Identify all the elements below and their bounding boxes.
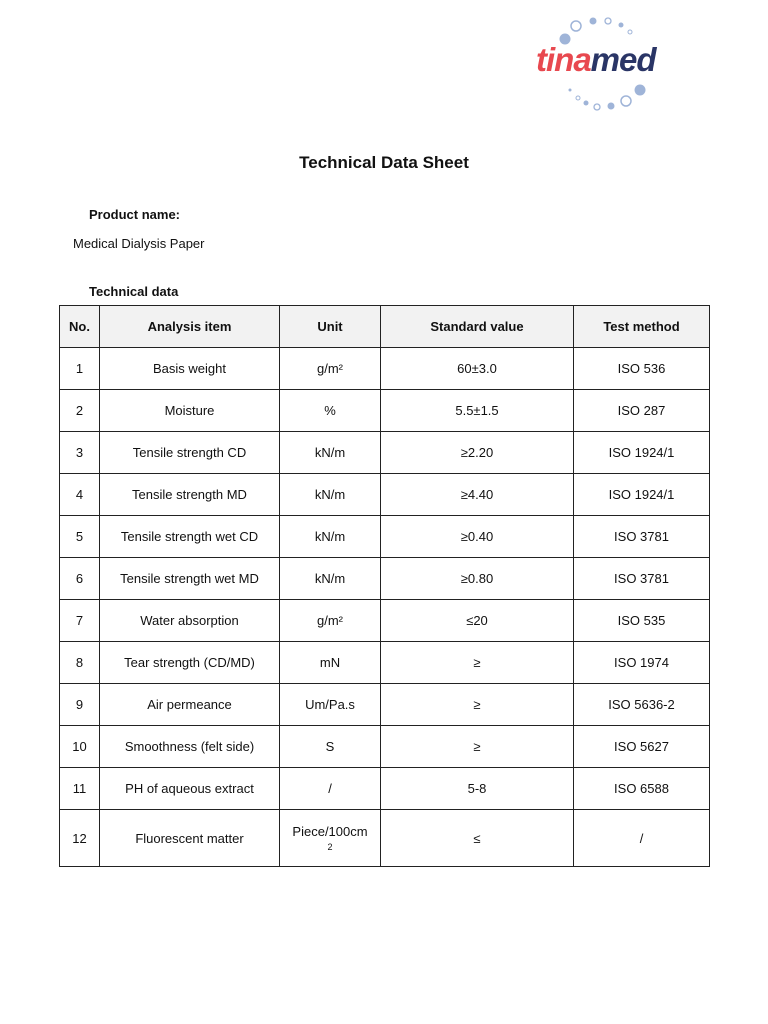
technical-data-table [59,305,710,867]
cell-value: 5-8 [381,768,574,810]
table-row [60,432,710,474]
logo-text-med: med [590,41,656,78]
cell-unit: mN [280,642,381,684]
cell-item: Tensile strength MD [100,474,280,516]
cell-method: ISO 3781 [574,516,710,558]
header-analysis-item: Analysis item [100,306,280,348]
cell-value: 60±3.0 [381,348,574,390]
cell-item: Basis weight [100,348,280,390]
cell-value: ≥0.40 [381,516,574,558]
cell-unit-text: Piece/100cm [292,824,368,839]
cell-item: Fluorescent matter [100,810,280,867]
table-row [60,726,710,768]
cell-no: 8 [60,642,100,684]
cell-unit [280,810,381,867]
cell-unit: S [280,726,381,768]
logo-text-tina: tina [536,41,591,78]
cell-no: 4 [60,474,100,516]
company-logo [530,12,690,117]
cell-item: PH of aqueous extract [100,768,280,810]
product-name-label: Product name: [89,207,181,222]
table-row [60,348,710,390]
header-no: No. [60,306,100,348]
cell-method: ISO 1924/1 [574,474,710,516]
cell-value: ≥2.20 [381,432,574,474]
header-test-method: Test method [574,306,710,348]
cell-value: ≥0.80 [381,558,574,600]
cell-method: ISO 287 [574,390,710,432]
cell-unit: kN/m [280,474,381,516]
cell-value: ≤20 [381,600,574,642]
cell-no: 7 [60,600,100,642]
cell-item: Tensile strength wet CD [100,516,280,558]
page-title: Technical Data Sheet [299,153,469,172]
cell-item: Tensile strength CD [100,432,280,474]
cell-no: 9 [60,684,100,726]
cell-unit: / [280,768,381,810]
cell-unit: kN/m [280,558,381,600]
table-row [60,642,710,684]
cell-item: Air permeance [100,684,280,726]
header-unit: Unit [280,306,381,348]
cell-no: 1 [60,348,100,390]
cell-item: Water absorption [100,600,280,642]
cell-method: ISO 1924/1 [574,432,710,474]
cell-item: Tear strength (CD/MD) [100,642,280,684]
cell-unit-superscript: 2 [327,842,333,852]
table-row [60,558,710,600]
cell-no: 10 [60,726,100,768]
cell-no: 12 [60,810,100,867]
cell-value: ≥4.40 [381,474,574,516]
technical-data-label: Technical data [89,284,179,299]
cell-value: ≤ [381,810,574,867]
header-standard-value: Standard value [381,306,574,348]
cell-value: 5.5±1.5 [381,390,574,432]
table-row [60,516,710,558]
cell-no: 3 [60,432,100,474]
cell-method: / [574,810,710,867]
cell-method: ISO 535 [574,600,710,642]
table-row [60,474,710,516]
cell-unit: kN/m [280,432,381,474]
cell-method: ISO 1974 [574,642,710,684]
cell-no: 5 [60,516,100,558]
table-row [60,768,710,810]
cell-no: 6 [60,558,100,600]
cell-method: ISO 5627 [574,726,710,768]
cell-item: Tensile strength wet MD [100,558,280,600]
cell-value: ≥ [381,684,574,726]
table-header-row [60,306,710,348]
table-row [60,390,710,432]
cell-method: ISO 3781 [574,558,710,600]
cell-unit: kN/m [280,516,381,558]
cell-unit: g/m² [280,348,381,390]
cell-value: ≥ [381,726,574,768]
product-name-value: Medical Dialysis Paper [73,236,205,251]
table-row [60,684,710,726]
cell-unit: % [280,390,381,432]
cell-unit: g/m² [280,600,381,642]
cell-unit: Um/Pa.s [280,684,381,726]
logo-wordmark [536,40,656,80]
table-row [60,810,710,867]
cell-method: ISO 536 [574,348,710,390]
table-row [60,600,710,642]
cell-item: Moisture [100,390,280,432]
cell-item: Smoothness (felt side) [100,726,280,768]
cell-no: 11 [60,768,100,810]
cell-value: ≥ [381,642,574,684]
cell-no: 2 [60,390,100,432]
cell-method: ISO 5636-2 [574,684,710,726]
cell-method: ISO 6588 [574,768,710,810]
